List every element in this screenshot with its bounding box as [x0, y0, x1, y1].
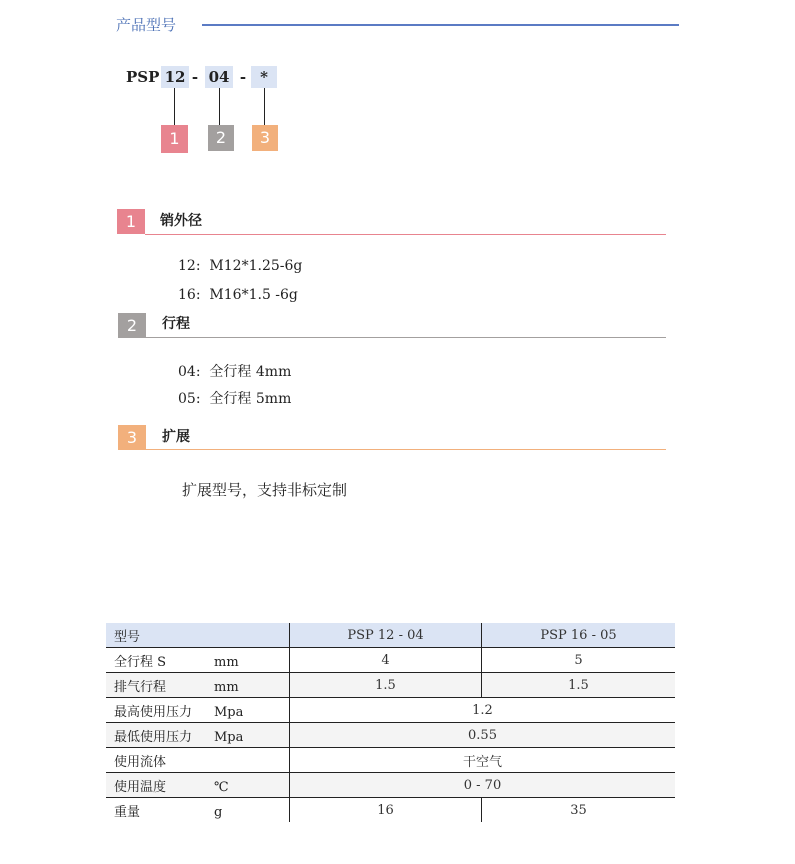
- section-1-item-1: 12: M12*1.25-6g: [178, 258, 303, 274]
- page-title: 产品型号: [116, 16, 177, 34]
- header-col-2: PSP 16 - 05: [482, 623, 676, 648]
- row-param: 最高使用压力: [114, 704, 193, 720]
- section-1-item-2: 16: M16*1.5 -6g: [178, 287, 298, 303]
- header-col-1: PSP 12 - 04: [290, 623, 482, 648]
- row-param: 排气行程: [114, 679, 167, 695]
- section-badge-1: 1: [117, 209, 145, 234]
- code-label-1: 1: [161, 125, 188, 153]
- row-value-span: 0 - 70: [290, 773, 676, 798]
- code-dash-2: -: [239, 68, 247, 86]
- section-title-3: 扩展: [162, 429, 190, 445]
- row-param: 使用温度: [114, 779, 167, 795]
- table-row: [106, 723, 675, 748]
- row-value-1: 1.5: [290, 673, 482, 698]
- table-header-row: [106, 623, 675, 648]
- code-part-2: 04: [205, 66, 233, 88]
- title-divider: [202, 24, 679, 26]
- spec-table: [106, 623, 675, 822]
- section-divider-1: [145, 234, 666, 235]
- row-value-1: 4: [290, 648, 482, 673]
- header-model-label: 型号: [106, 623, 290, 648]
- row-unit: Mpa: [214, 729, 244, 745]
- row-value-span: 干空气: [290, 748, 676, 773]
- row-value-2: 1.5: [482, 673, 676, 698]
- connector-line-2: [219, 88, 220, 125]
- row-value-1: 16: [290, 798, 482, 823]
- connector-line-3: [264, 88, 265, 125]
- extension-note: 扩展型号，支持非标定制: [182, 481, 348, 499]
- section-badge-2: 2: [118, 313, 146, 338]
- row-param: 重量: [114, 804, 141, 820]
- row-value-2: 35: [570, 802, 587, 818]
- section-badge-3: 3: [118, 425, 146, 450]
- code-label-2: 2: [208, 125, 234, 151]
- row-param: 全行程 S: [114, 654, 167, 670]
- row-param: 最低使用压力: [114, 729, 193, 745]
- table-row: [106, 673, 675, 698]
- table-row: [106, 648, 675, 673]
- code-dash-1: -: [191, 68, 199, 86]
- section-divider-3: [146, 449, 666, 450]
- code-part-3: *: [251, 66, 277, 88]
- row-value-2: 5: [482, 648, 676, 673]
- section-2-item-2: 05: 全行程 5mm: [178, 391, 292, 407]
- section-divider-2: [146, 337, 666, 338]
- section-title-1: 销外径: [160, 213, 202, 229]
- row-unit: Mpa: [214, 704, 244, 720]
- code-prefix: PSP: [126, 68, 160, 86]
- row-unit: mm: [214, 679, 239, 695]
- row-param: 使用流体: [114, 754, 167, 770]
- row-value-span: 1.2: [290, 698, 676, 723]
- table-row: [106, 773, 675, 798]
- row-unit: mm: [214, 654, 239, 670]
- section-title-2: 行程: [162, 316, 190, 332]
- table-row: [106, 748, 675, 773]
- row-unit: g: [214, 804, 223, 820]
- code-label-3: 3: [252, 125, 278, 151]
- section-2-item-1: 04: 全行程 4mm: [178, 364, 292, 380]
- code-part-1: 12: [161, 66, 189, 88]
- table-row: [106, 798, 675, 823]
- row-value-span: 0.55: [290, 723, 676, 748]
- connector-line-1: [174, 88, 175, 125]
- row-unit: ℃: [214, 779, 229, 795]
- table-row: [106, 698, 675, 723]
